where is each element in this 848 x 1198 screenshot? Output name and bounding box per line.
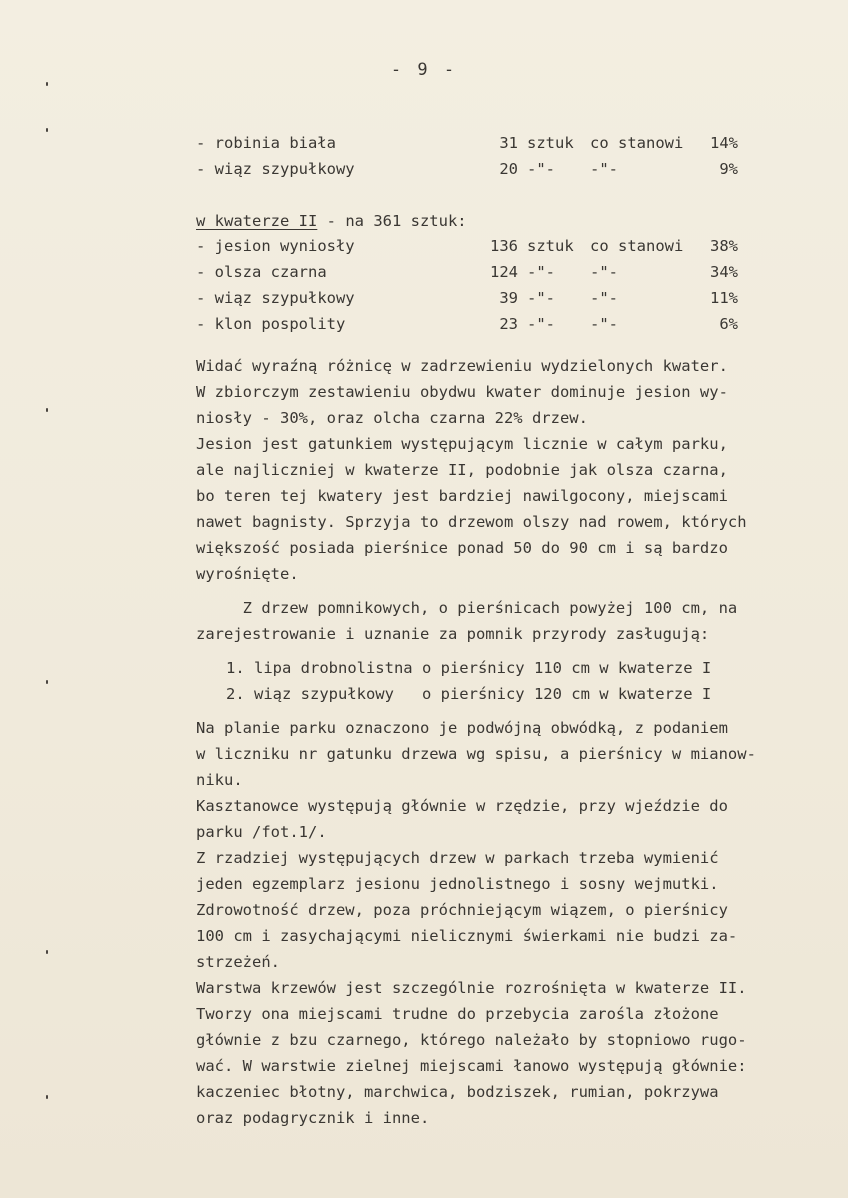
monument-item: 2. wiąz szypułkowy o pierśnicy 120 cm w kwaterze I <box>226 685 712 703</box>
margin-mark <box>46 1095 48 1099</box>
kwatera-heading-rest: - na 361 sztuk: <box>317 212 467 230</box>
species-unit: sztuk <box>527 237 574 255</box>
species-what: -"- <box>590 289 618 307</box>
margin-mark <box>46 128 48 132</box>
species-percent: 38% <box>710 237 738 255</box>
margin-mark <box>46 408 48 412</box>
monument-item: 1. lipa drobnolistna o pierśnicy 110 cm w kwaterze I <box>226 659 712 677</box>
species-count: 31 <box>499 134 518 152</box>
text-line: W zbiorczym zestawieniu obydwu kwater dominuje jesion wy- <box>196 383 728 401</box>
text-line: bo teren tej kwatery jest bardziej nawilgocony, miejscami <box>196 487 728 505</box>
species-unit: -"- <box>527 263 555 281</box>
species-row <box>0 262 848 282</box>
text-line: głównie z bzu czarnego, którego należało by stopniowo rugo- <box>196 1031 747 1049</box>
text-line: Jesion jest gatunkiem występującym licznie w całym parku, <box>196 435 728 453</box>
species-unit: sztuk <box>527 134 574 152</box>
text-line: jeden egzemplarz jesionu jednolistnego i sosny wejmutki. <box>196 875 719 893</box>
species-unit: -"- <box>527 289 555 307</box>
text-line: Widać wyraźną różnicę w zadrzewieniu wydzielonych kwater. <box>196 357 728 375</box>
text-line: Warstwa krzewów jest szczególnie rozrośnięta w kwaterze II. <box>196 979 747 997</box>
species-row <box>0 236 848 256</box>
text-line: Z rzadziej występujących drzew w parkach trzeba wymienić <box>196 849 719 867</box>
text-line: ale najliczniej w kwaterze II, podobnie jak olsza czarna, <box>196 461 728 479</box>
text-line: Na planie parku oznaczono je podwójną obwódką, z podaniem <box>196 719 728 737</box>
species-unit: -"- <box>527 160 555 178</box>
species-name: - jesion wyniosły <box>196 237 355 255</box>
text-line: 100 cm i zasychającymi nielicznymi świerkami nie budzi za- <box>196 927 738 945</box>
species-what: co stanowi <box>590 237 684 255</box>
species-percent: 34% <box>710 263 738 281</box>
species-percent: 14% <box>710 134 738 152</box>
species-count: 20 <box>499 160 518 178</box>
margin-mark <box>46 950 48 954</box>
text-line: parku /fot.1/. <box>196 823 327 841</box>
species-percent: 9% <box>719 160 738 178</box>
kwatera-heading-underlined: w kwaterze II <box>196 212 318 230</box>
species-percent: 6% <box>719 315 738 333</box>
species-row <box>0 314 848 334</box>
margin-mark <box>46 82 48 86</box>
text-line: nawet bagnisty. Sprzyja to drzewom olszy nad rowem, których <box>196 513 747 531</box>
text-line: niosły - 30%, oraz olcha czarna 22% drzew. <box>196 409 588 427</box>
text-line: Z drzew pomnikowych, o pierśnicach powyżej 100 cm, na <box>196 599 738 617</box>
species-count: 136 <box>490 237 518 255</box>
text-line: Kasztanowce występują głównie w rzędzie, przy wjeździe do <box>196 797 728 815</box>
species-count: 23 <box>499 315 518 333</box>
text-line: wyrośnięte. <box>196 565 299 583</box>
species-what: -"- <box>590 315 618 333</box>
species-count: 124 <box>490 263 518 281</box>
species-unit: -"- <box>527 315 555 333</box>
text-line: Tworzy ona miejscami trudne do przebycia zarośla złożone <box>196 1005 719 1023</box>
species-name: - robinia biała <box>196 134 336 152</box>
margin-mark <box>46 680 48 684</box>
species-name: - wiąz szypułkowy <box>196 289 355 307</box>
species-what: -"- <box>590 160 618 178</box>
species-count: 39 <box>499 289 518 307</box>
species-row <box>0 288 848 308</box>
text-line: kaczeniec błotny, marchwica, bodziszek, rumian, pokrzywa <box>196 1083 719 1101</box>
text-line: większość posiada pierśnice ponad 50 do 90 cm i są bardzo <box>196 539 728 557</box>
text-line: niku. <box>196 771 243 789</box>
species-row <box>0 159 848 179</box>
text-line: strzeżeń. <box>196 953 280 971</box>
text-line: zarejestrowanie i uznanie za pomnik przyrody zasługują: <box>196 625 710 643</box>
species-row <box>0 133 848 153</box>
species-what: co stanowi <box>590 134 684 152</box>
species-name: - wiąz szypułkowy <box>196 160 355 178</box>
kwatera-heading <box>196 211 467 231</box>
text-line: wać. W warstwie zielnej miejscami łanowo występują głównie: <box>196 1057 747 1075</box>
text-line: w liczniku nr gatunku drzewa wg spisu, a pierśnicy w mianow- <box>196 745 756 763</box>
species-percent: 11% <box>710 289 738 307</box>
species-name: - olsza czarna <box>196 263 327 281</box>
page-number: - 9 - <box>390 60 458 80</box>
species-name: - klon pospolity <box>196 315 346 333</box>
text-line: oraz podagrycznik i inne. <box>196 1109 430 1127</box>
text-line: Zdrowotność drzew, poza próchniejącym wiązem, o pierśnicy <box>196 901 728 919</box>
species-what: -"- <box>590 263 618 281</box>
